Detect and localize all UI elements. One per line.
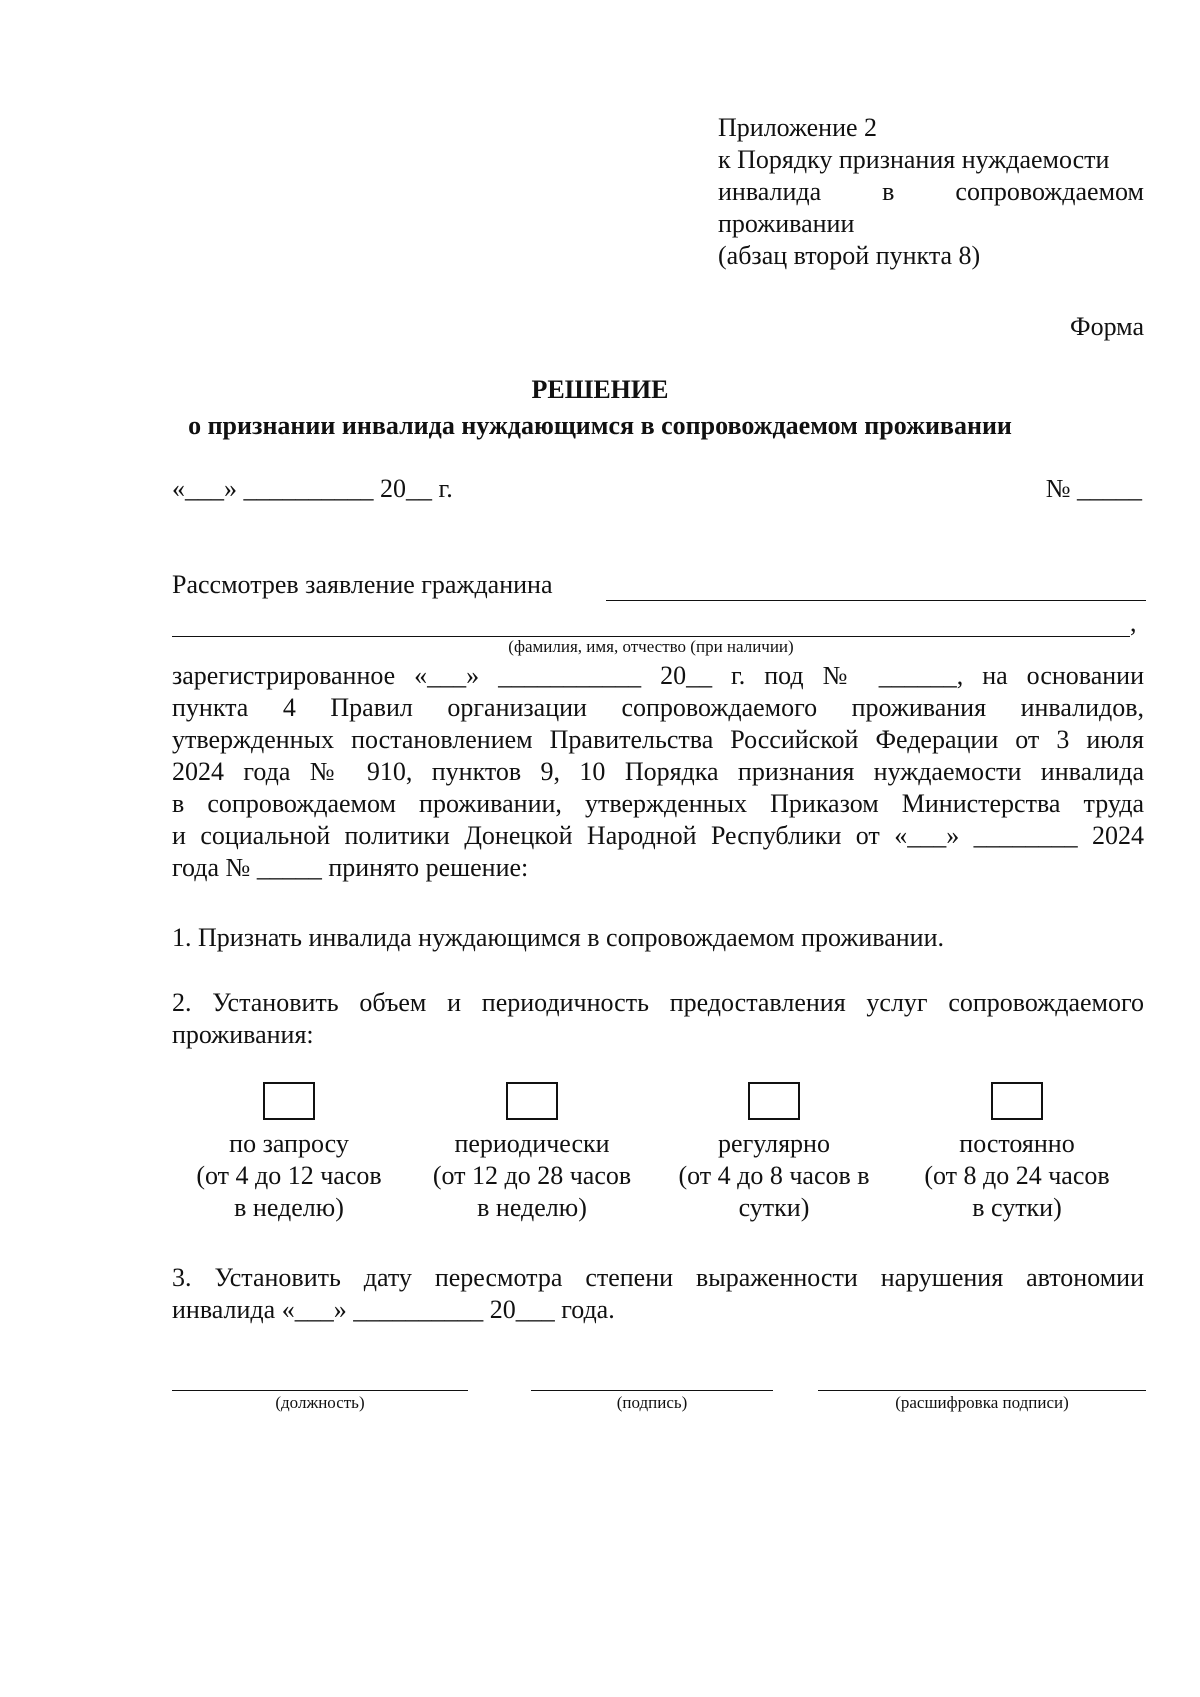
option-detail: в неделю) [477, 1193, 587, 1222]
appendix-line-4: проживании [718, 209, 855, 238]
form-label: Форма [1070, 312, 1144, 341]
appendix-line-1: Приложение 2 [718, 113, 878, 142]
position-field-line[interactable] [172, 1390, 468, 1391]
appendix-line-3-word-2: в [882, 177, 895, 206]
appendix-line-2: к Порядку признания нуждаемости [718, 145, 1110, 174]
option-detail: сутки) [738, 1193, 810, 1222]
decision-number-field[interactable]: № _____ [1045, 474, 1142, 503]
option-detail: (от 8 до 24 часов [924, 1161, 1110, 1190]
basis-line-1: зарегистрированное «___» ___________ 20__ г. под № ______, на основании [172, 661, 1144, 690]
option-regular-checkbox[interactable] [748, 1082, 800, 1120]
option-permanent-label [897, 1128, 1137, 1224]
appendix-line-3 [718, 176, 1144, 208]
basis-line-3: утвержденных постановлением Правительства Российской Федерации от 3 июля [172, 725, 1144, 754]
position-caption: (должность) [275, 1393, 365, 1412]
signature-field-line[interactable] [531, 1390, 773, 1391]
option-title: регулярно [718, 1129, 830, 1158]
option-detail: (от 12 до 28 часов [432, 1161, 632, 1190]
signature-decoding-field-line[interactable] [818, 1390, 1146, 1391]
basis-line-5: в сопровождаемом проживании, утвержденных Приказом Министерства труда [172, 789, 1144, 818]
decision-item-3-line-1: 3. Установить дату пересмотра степени выраженности нарушения автономии [172, 1263, 1144, 1292]
option-title: постоянно [959, 1129, 1075, 1158]
decision-item-3 [172, 1262, 1144, 1326]
option-detail: в сутки) [972, 1193, 1062, 1222]
option-detail: (от 4 до 8 часов в [678, 1161, 870, 1190]
applicant-comma: , [1130, 608, 1137, 637]
considered-application-text: Рассмотрев заявление гражданина [172, 570, 553, 599]
option-periodic-label [412, 1128, 652, 1224]
decision-item-1 [172, 922, 1144, 954]
appendix-block [718, 112, 1144, 272]
decision-date-field[interactable]: «___» __________ 20__ г. [172, 474, 453, 503]
decision-item-2-line-2: проживания: [172, 1020, 314, 1049]
fio-caption: (фамилия, имя, отчество (при наличии) [508, 637, 794, 656]
option-title: периодически [454, 1129, 610, 1158]
appendix-line-5: (абзац второй пункта 8) [718, 241, 981, 270]
option-periodic-checkbox[interactable] [506, 1082, 558, 1120]
option-title: по запросу [229, 1129, 349, 1158]
basis-line-4: 2024 года № 910, пунктов 9, 10 Порядка признания нуждаемости инвалида [172, 757, 1144, 786]
decision-basis-paragraph [172, 660, 1144, 884]
option-detail: в неделю) [234, 1193, 344, 1222]
decision-item-2 [172, 987, 1144, 1051]
option-detail: (от 4 до 12 часов [196, 1161, 382, 1190]
option-permanent-checkbox[interactable] [991, 1082, 1043, 1120]
option-on-request-checkbox[interactable] [263, 1082, 315, 1120]
decision-item-2-line-1: 2. Установить объем и периодичность предоставления услуг сопровождаемого [172, 988, 1144, 1017]
signature-caption: (подпись) [616, 1393, 688, 1412]
option-regular-label [654, 1128, 894, 1224]
signature-decoding-caption: (расшифровка подписи) [895, 1393, 1069, 1412]
appendix-line-3-word-1: инвалида [718, 177, 822, 206]
decision-item-3-line-2: инвалида «___» __________ 20___ года. [172, 1295, 615, 1324]
basis-line-2: пункта 4 Правил организации сопровождаемого проживания инвалидов, [172, 693, 1144, 722]
basis-line-7: года № _____ принято решение: [172, 853, 529, 882]
decision-item-1-text: 1. Признать инвалида нуждающимся в сопровождаемом проживании. [172, 923, 944, 952]
document-subtitle: о признании инвалида нуждающимся в сопровождаемом проживании [188, 411, 1012, 440]
basis-line-6: и социальной политики Донецкой Народной Республики от «___» ________ 2024 [172, 821, 1144, 850]
appendix-line-3-word-3: сопровождаемом [955, 177, 1144, 206]
document-title: РЕШЕНИЕ [531, 375, 669, 404]
option-on-request-label [169, 1128, 409, 1224]
applicant-name-field-line-1[interactable] [606, 600, 1146, 601]
